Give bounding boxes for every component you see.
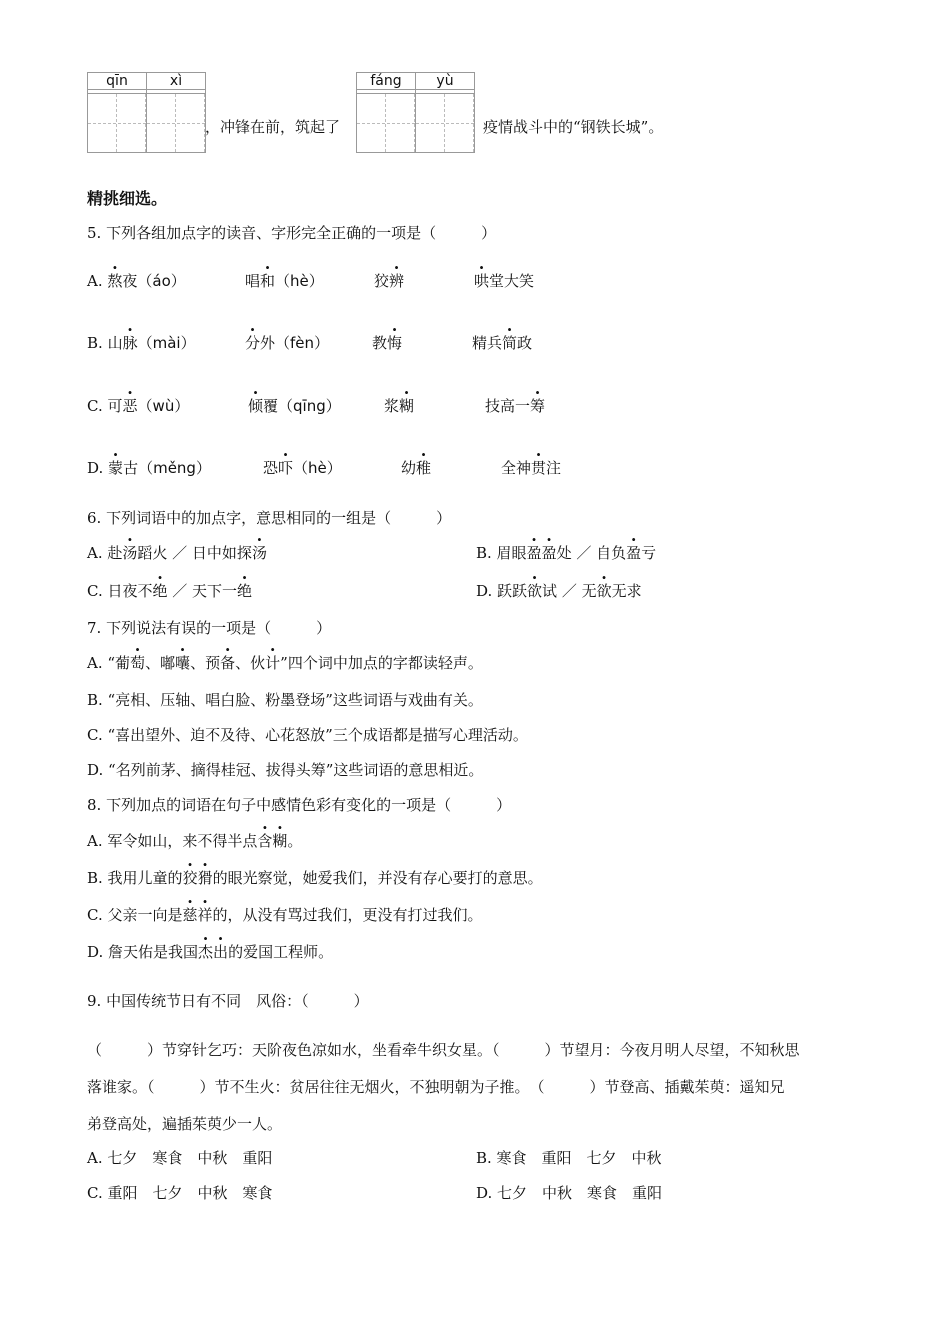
- pinyin-grid-fangyu: [356, 72, 475, 153]
- q6-option-a[interactable]: A. 赴汤蹈火 ／ 日中如探汤: [87, 544, 267, 562]
- q9-option-d[interactable]: D. 七夕 中秋 寒食 重阳: [476, 1184, 663, 1202]
- q7-stem: 7. 下列说法有误的一项是（ ）: [87, 619, 332, 637]
- pinyin-label: qīn: [88, 73, 146, 90]
- q9-option-c[interactable]: C. 重阳 七夕 中秋 寒食: [87, 1184, 273, 1202]
- q6-option-b[interactable]: B. 眉眼盈盈处 ／ 自负盈亏: [476, 544, 657, 562]
- pinyin-grid-qinxi: [87, 72, 206, 153]
- q9-passage-line: 弟登高处，遍插茱萸少一人。: [87, 1115, 283, 1133]
- q9-passage-line: （ ）节穿针乞巧：天阶夜色凉如水，坐看牵牛织女星。（ ）节望月：今夜月明人尽望，不知秋思: [87, 1041, 800, 1059]
- q8-option-d[interactable]: D. 詹天佑是我国杰出的爱国工程师。: [87, 943, 334, 961]
- q7-option-b[interactable]: B. “亮相、压轴、唱白脸、粉墨登场”这些词语与戏曲有关。: [87, 691, 483, 709]
- grid-cell[interactable]: [416, 72, 475, 153]
- pinyin-label: xì: [147, 73, 205, 90]
- q8-stem: 8. 下列加点的词语在句子中感情色彩有变化的一项是（ ）: [87, 796, 512, 814]
- q6-stem: 6. 下列词语中的加点字，意思相同的一组是（ ）: [87, 509, 452, 527]
- grid-cell[interactable]: [356, 72, 416, 153]
- grid-cell[interactable]: [147, 72, 206, 153]
- q9-option-a[interactable]: A. 七夕 寒食 中秋 重阳: [87, 1149, 273, 1167]
- q6-option-c[interactable]: C. 日夜不绝 ／ 天下一绝: [87, 582, 253, 600]
- q6-option-d[interactable]: D. 跃跃欲试 ／ 无欲无求: [476, 582, 642, 600]
- q7-option-d[interactable]: D. “名列前茅、摘得桂冠、拔得头筹”这些词语的意思相近。: [87, 761, 484, 779]
- q5-stem: 5. 下列各组加点字的读音、字形完全正确的一项是（ ）: [87, 224, 497, 242]
- q9-passage-line: 落谁家。（ ）节不生火：贫居往往无烟火，不独明朝为子推。 （ ）节登高、插戴茱萸：遥知兄: [87, 1078, 785, 1096]
- section-title: 精挑细选。: [87, 189, 168, 208]
- fill-text-middle: ，冲锋在前，筑起了: [205, 118, 341, 136]
- q9-stem: 9. 中国传统节日有不同 风俗：（ ）: [87, 992, 369, 1010]
- fill-text-end: 疫情战斗中的“钢铁长城”。: [483, 118, 664, 136]
- pinyin-label: yù: [416, 73, 474, 90]
- q7-option-c[interactable]: C. “喜出望外、迫不及待、心花怒放”三个成语都是描写心理活动。: [87, 726, 528, 744]
- grid-cell[interactable]: [87, 72, 147, 153]
- pinyin-label: fáng: [357, 73, 415, 90]
- q8-option-a[interactable]: A. 军令如山，来不得半点含糊。: [87, 832, 303, 850]
- q8-option-b[interactable]: B. 我用儿童的狡猾的眼光察觉，她爱我们，并没有存心要打的意思。: [87, 869, 543, 887]
- q7-option-a[interactable]: A. “葡萄、嘟囔、预备、伙计”四个词中加点的字都读轻声。: [87, 654, 483, 672]
- q8-option-c[interactable]: C. 父亲一向是慈祥的，从没有骂过我们，更没有打过我们。: [87, 906, 483, 924]
- q9-option-b[interactable]: B. 寒食 重阳 七夕 中秋: [476, 1149, 662, 1167]
